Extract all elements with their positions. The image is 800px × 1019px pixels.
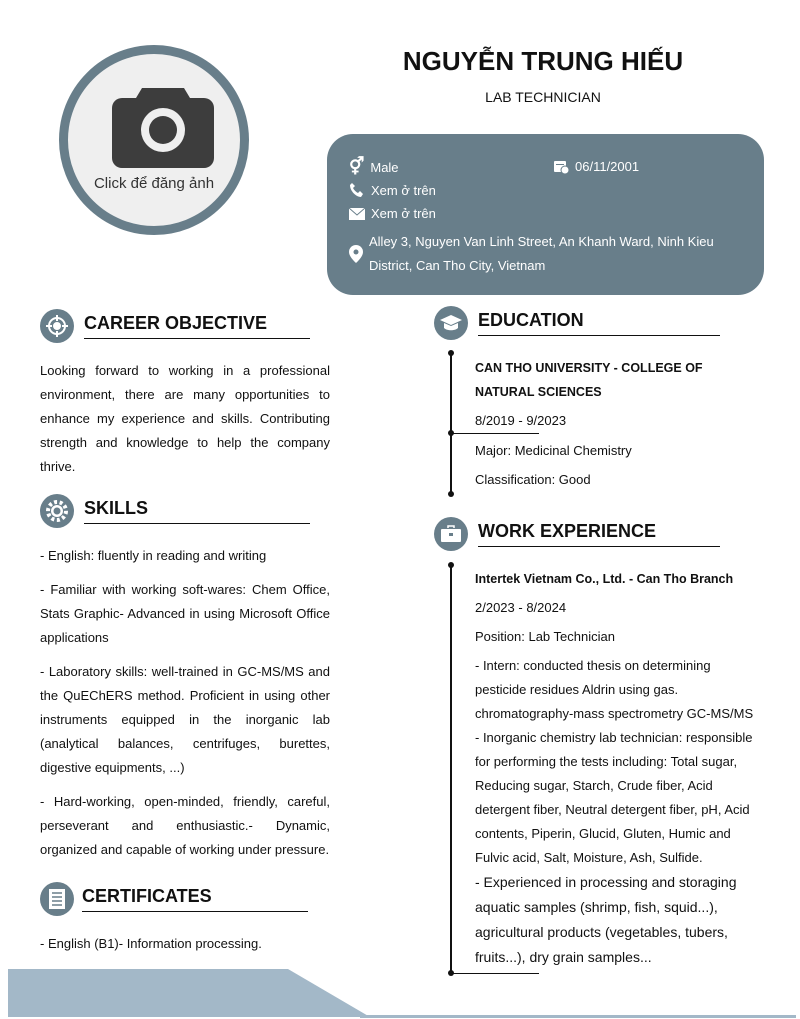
education-header: [434, 306, 720, 340]
timeline-line: [450, 353, 452, 494]
education-period: 8/2019 - 9/2023: [475, 413, 567, 428]
timeline-dot: [448, 350, 454, 356]
work-description: - Intern: conducted thesis on determining pesticide residues Aldrin using gas. chromatography-mass spectrometry GC-MS/MS: [475, 658, 754, 721]
certificates-text: - English (B1)- Information processing.: [40, 936, 262, 951]
timeline-line: [450, 565, 452, 973]
photo-upload[interactable]: [59, 45, 249, 235]
section-title: CERTIFICATES: [82, 886, 308, 912]
timeline-dot: [448, 491, 454, 497]
personal-info-box: [327, 134, 764, 295]
career-objective-header: [40, 309, 310, 343]
section-title: SKILLS: [84, 498, 310, 524]
work-period: 2/2023 - 8/2024: [475, 600, 567, 615]
email-icon: [349, 208, 365, 220]
work-description: - Inorganic chemistry lab technician: responsible for performing the tests including: Total sugar, Reducing sugar, Starch, Crude fiber, Acid detergent fiber, Neutral detergent fiber, pH, Acid contents, Piperin, Glucid, Gluten, Humic and Fulvic acid, Salt, Moisture, Ash, Sulfide.: [475, 730, 753, 865]
timeline-dot: [448, 562, 454, 568]
company-name: Intertek Vietnam Co., Ltd. - Can Tho Branch: [475, 572, 734, 586]
skills-list: [40, 544, 330, 862]
classification: Classification: Good: [475, 472, 591, 487]
section-title: EDUCATION: [478, 310, 720, 336]
skill-item: - English: fluently in reading and writing: [40, 548, 267, 563]
location-icon: [349, 245, 363, 263]
full-name: NGUYỄN TRUNG HIẾU: [402, 46, 684, 76]
section-title: WORK EXPERIENCE: [478, 521, 720, 547]
timeline-divider: [451, 433, 539, 434]
footer-decoration: [0, 965, 800, 1019]
skill-item: - Laboratory skills: well-trained in GC-MS/MS and the QuEChERS method. Proficient in using other instruments equipped in the inorganic lab (analytical balances, centrifuges, burettes, digestive equipments, ...): [40, 664, 330, 775]
briefcase-icon: [434, 517, 468, 551]
skill-item: - Hard-working, open-minded, friendly, careful, perseverant and enthusiastic.- Dynamic, organized and capable of working under pressure.: [40, 794, 330, 857]
gear-icon: [40, 494, 74, 528]
objective-text: Looking forward to working in a professional environment, there are many opportunities to enhance my experience and skills. Contributing strength and knowledge to help the company thrive.: [40, 363, 330, 474]
major: Major: Medicinal Chemistry: [475, 443, 632, 458]
school-name: CAN THO UNIVERSITY - COLLEGE OF NATURAL SCIENCES: [475, 361, 703, 399]
phone-icon: [349, 182, 365, 198]
email: Xem ở trên: [371, 206, 436, 221]
document-icon: [40, 882, 74, 916]
address: Alley 3, Nguyen Van Linh Street, An Khanh Ward, Ninh Kieu District, Can Tho City, Vietnam: [369, 234, 714, 273]
skills-header: [40, 494, 310, 528]
gender: Male: [370, 159, 399, 175]
skill-item: - Familiar with working soft-wares: Chem Office, Stats Graphic- Advanced in using Microsoft Office applications: [40, 582, 330, 645]
graduation-cap-icon: [434, 306, 468, 340]
phone: Xem ở trên: [371, 182, 436, 198]
work-experience-header: [434, 517, 720, 551]
camera-icon: [112, 80, 214, 168]
target-icon: [40, 309, 74, 343]
work-description: - Experienced in processing and storaging aquatic samples (shrimp, fish, squid...), agricultural products (vegetables, tubers, fruits...), dry grain samples...: [475, 874, 737, 965]
certificates-header: [40, 882, 308, 916]
date-of-birth: 06/11/2001: [575, 158, 640, 174]
calendar-icon: [553, 158, 569, 174]
job-title: LAB TECHNICIAN: [485, 89, 601, 105]
position: Position: Lab Technician: [475, 629, 615, 644]
section-title: CAREER OBJECTIVE: [84, 313, 310, 339]
gender-icon: ⚥: [349, 157, 365, 176]
photo-label: Click để đăng ảnh: [93, 175, 215, 192]
